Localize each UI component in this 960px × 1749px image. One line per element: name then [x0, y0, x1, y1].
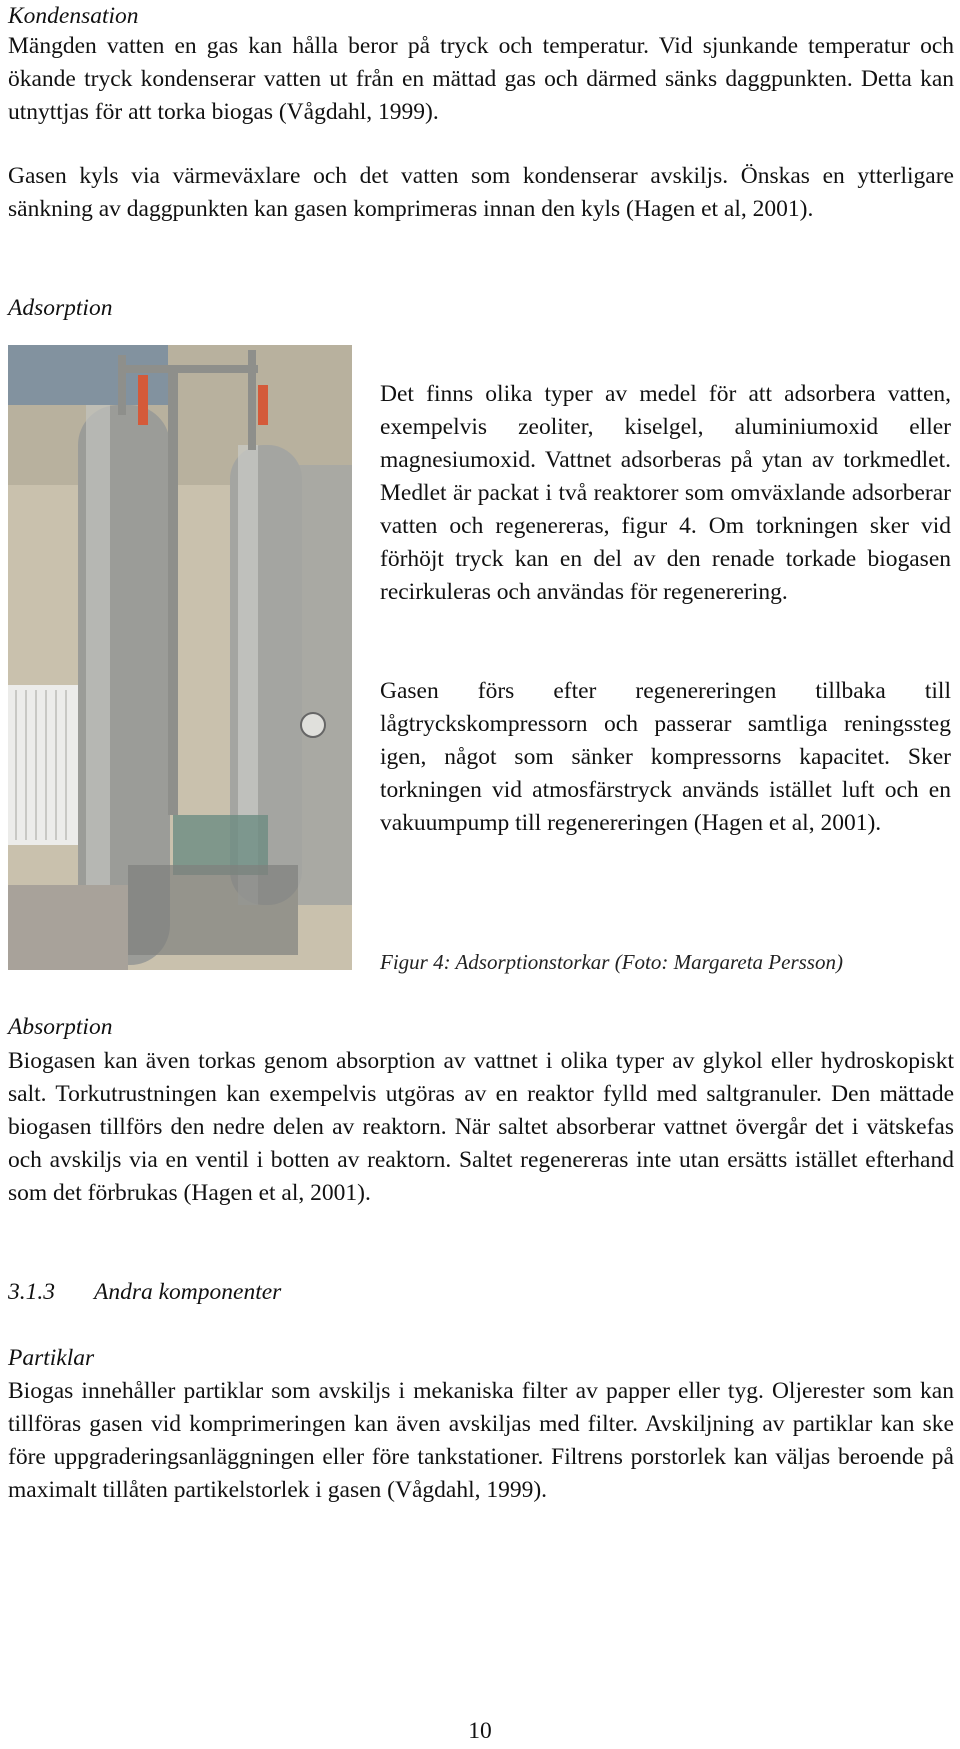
- section-heading: [8, 1276, 954, 1309]
- paragraph-absorption-1: Biogasen kan även torkas genom absorption av vattnet i olika typer av glykol eller hydroskopiskt salt. Torkutrustningen kan exempelvis utgöras av en reaktor fylld med saltgranuler. Den mättade biogasen tillförs den nedre delen av reaktorn. När saltet absorberar vattnet övergår det i vätskefas och avskiljs via en ventil i botten av reaktorn. Saltet regenereras inte utan ersätts istället efterhand som det förbrukas (Hagen et al, 2001).: [8, 1048, 954, 1206]
- heading-adsorption: Adsorption: [8, 295, 113, 321]
- paragraph-kondensation-2: Gasen kyls via värmeväxlare och det vatten som kondenserar avskiljs. Önskas en ytterligare sänkning av daggpunkten kan gasen komprimeras innan den kyls (Hagen et al, 2001).: [8, 163, 954, 222]
- heading-partiklar: Partiklar: [8, 1345, 95, 1371]
- figure-caption: Figur 4: Adsorptionstorkar (Foto: Margareta Persson): [380, 950, 843, 974]
- paragraph-kondensation-1: Mängden vatten en gas kan hålla beror på tryck och temperatur. Vid sjunkande temperatur och ökande tryck kondenserar vatten ut från en mättad gas och därmed sänks daggpunkten. Detta kan utnyttjas för att torka biogas (Vågdahl, 1999).: [8, 33, 954, 125]
- heading-kondensation: Kondensation: [8, 3, 139, 29]
- section-title: Andra komponenter: [94, 1279, 282, 1305]
- paragraph-partiklar-1: Biogas innehåller partiklar som avskiljs i mekaniska filter av papper eller tyg. Oljerester som kan tillföras gasen vid komprimeringen kan även avskiljas med filter. Avskiljning av partiklar kan ske före uppgraderingsanläggningen eller före tankstationer. Filtrens porstorlek kan väljas beroende på maximalt tillåten partikelstorlek i gasen (Vågdahl, 1999).: [8, 1378, 954, 1503]
- paragraph-adsorption-2: Gasen förs efter regenereringen tillbaka till lågtryckskompressorn och passerar samtliga reningssteg igen, något som sänker kompressorns kapacitet. Sker torkningen vid atmosfärstryck används istället luft och en vakuumpump till regenereringen (Hagen et al, 2001).: [380, 678, 951, 836]
- paragraph-adsorption-1: Det finns olika typer av medel för att adsorbera vatten, exempelvis zeoliter, kiselgel, aluminiumoxid eller magnesiumoxid. Vattnet adsorberas på ytan av torkmedlet. Medlet är packat i två reaktorer som omväxlande adsorberar vatten och regenereras, figur 4. Om torkningen sker vid förhöjt tryck kan en del av den renade torkade biogasen recirkuleras och användas för regenerering.: [380, 381, 951, 605]
- page-number: 10: [468, 1718, 492, 1744]
- dryer-photo-illustration: [8, 345, 352, 970]
- figure-photo-adsorption-dryers: [8, 345, 352, 970]
- heading-absorption: Absorption: [8, 1014, 113, 1040]
- section-number: 3.1.3: [8, 1279, 55, 1305]
